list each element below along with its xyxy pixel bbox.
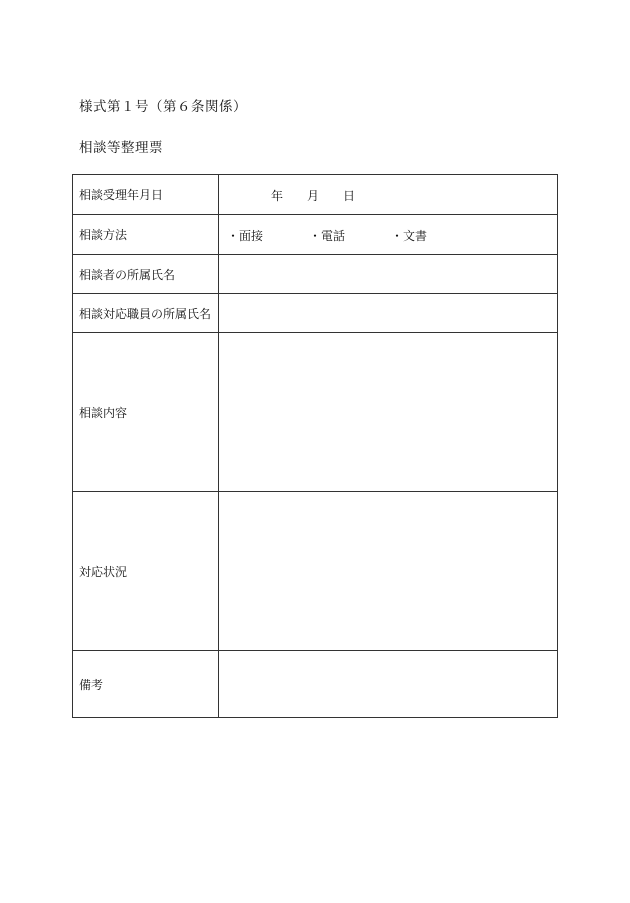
method-field	[219, 215, 558, 255]
table-row-content	[73, 333, 558, 492]
date-year-label: 年	[271, 189, 284, 203]
receipt-date-field[interactable]	[219, 175, 558, 215]
staff-field[interactable]	[219, 294, 558, 333]
table-row-remarks	[73, 651, 558, 718]
status-field[interactable]	[219, 492, 558, 651]
label-status: 対応状況	[73, 492, 219, 651]
form-number: 様式第１号（第６条関係）	[79, 99, 247, 115]
method-option-phone[interactable]: ・電話	[309, 229, 346, 243]
date-day-label: 日	[343, 189, 356, 203]
table-row-method	[73, 215, 558, 255]
consultant-field[interactable]	[219, 255, 558, 294]
label-receipt-date: 相談受理年月日	[73, 175, 219, 215]
label-content: 相談内容	[73, 333, 219, 492]
label-consultant: 相談者の所属氏名	[73, 255, 219, 294]
table-row-staff	[73, 294, 558, 333]
label-remarks: 備考	[73, 651, 219, 718]
label-staff: 相談対応職員の所属氏名	[73, 294, 219, 333]
label-method: 相談方法	[73, 215, 219, 255]
method-option-document[interactable]: ・文書	[391, 229, 428, 243]
table-row-receipt-date	[73, 175, 558, 215]
consultation-form-table	[72, 174, 558, 718]
method-option-interview[interactable]: ・面接	[227, 229, 264, 243]
table-row-status	[73, 492, 558, 651]
form-title: 相談等整理票	[79, 140, 163, 156]
table-row-consultant	[73, 255, 558, 294]
content-field[interactable]	[219, 333, 558, 492]
date-month-label: 月	[307, 189, 320, 203]
remarks-field[interactable]	[219, 651, 558, 718]
